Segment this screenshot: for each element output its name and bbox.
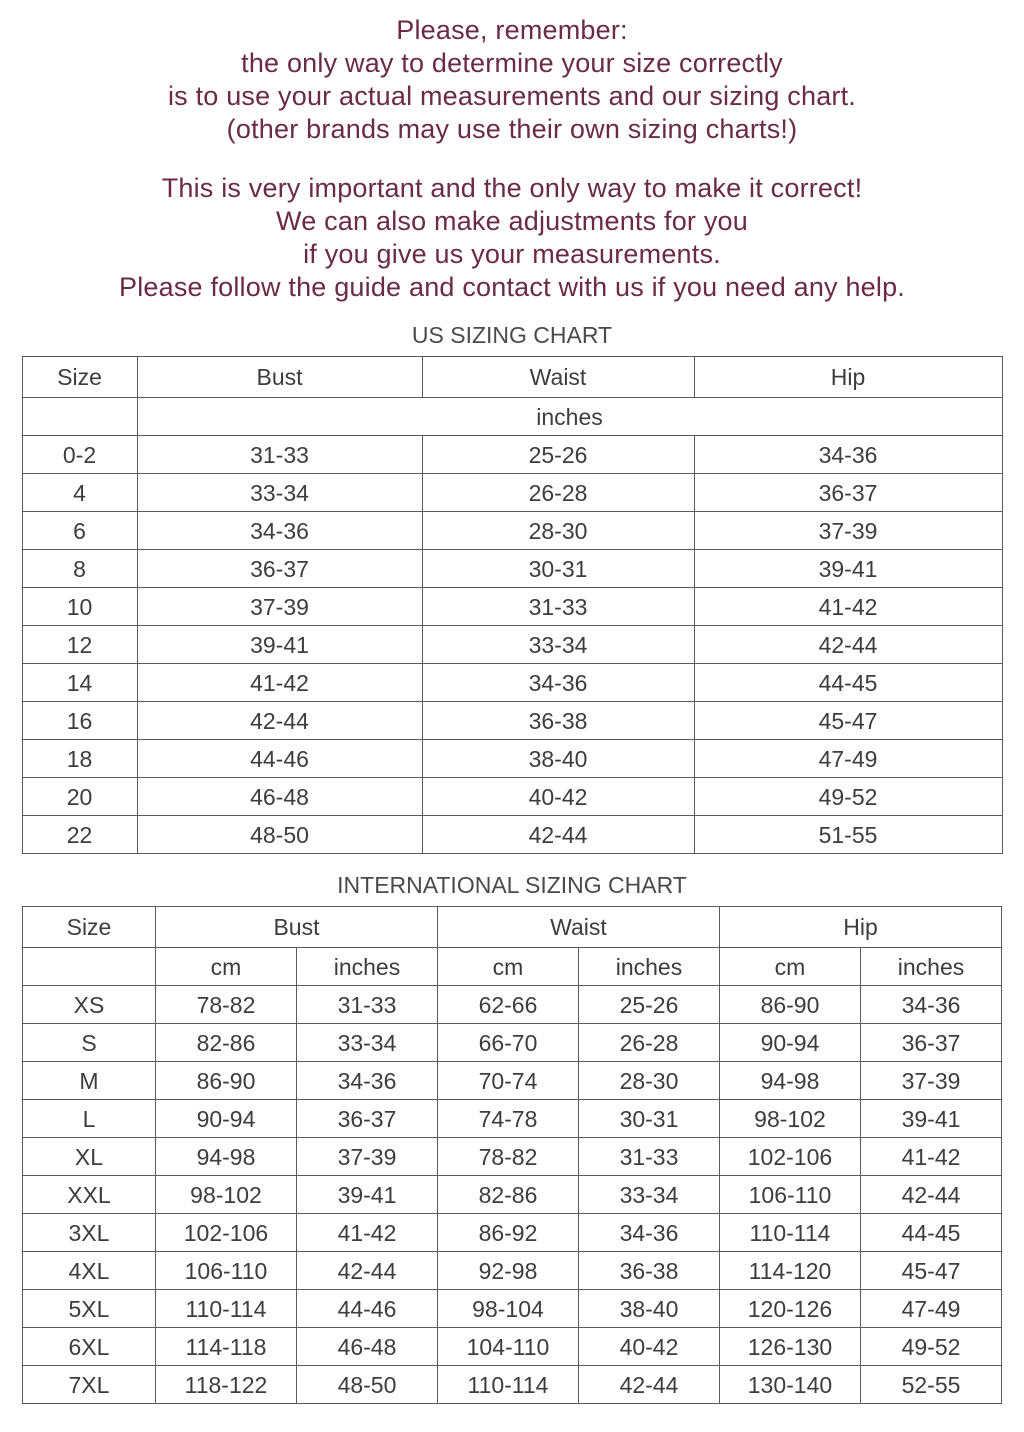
intl-unit-waist-cm: cm xyxy=(437,948,578,986)
intl-cell-waist-in: 31-33 xyxy=(578,1138,719,1176)
intl-cell-bust-cm: 90-94 xyxy=(155,1100,296,1138)
intl-cell-waist-cm: 78-82 xyxy=(437,1138,578,1176)
intl-units-empty xyxy=(22,948,155,986)
intl-cell-waist-cm: 86-92 xyxy=(437,1214,578,1252)
table-row xyxy=(22,778,1002,816)
us-cell-bust: 42-44 xyxy=(137,702,422,740)
us-chart-title: US SIZING CHART xyxy=(411,322,613,348)
us-cell-bust: 33-34 xyxy=(137,474,422,512)
us-cell-size: 18 xyxy=(22,740,137,778)
intl-unit-hip-cm: cm xyxy=(719,948,860,986)
intro-line-2: the only way to determine your size correctly xyxy=(241,48,783,78)
intl-cell-bust-cm: 114-118 xyxy=(155,1328,296,1366)
intl-cell-size: L xyxy=(22,1100,155,1138)
intro-line-4: (other brands may use their own sizing charts!) xyxy=(226,114,798,144)
us-cell-waist: 34-36 xyxy=(422,664,694,702)
intl-cell-bust-in: 34-36 xyxy=(296,1062,437,1100)
intl-cell-bust-cm: 118-122 xyxy=(155,1366,296,1404)
table-row xyxy=(22,474,1002,512)
intl-cell-waist-in: 25-26 xyxy=(578,986,719,1024)
intl-cell-hip-cm: 98-102 xyxy=(719,1100,860,1138)
intl-unit-hip-in: inches xyxy=(860,948,1001,986)
intl-cell-bust-in: 31-33 xyxy=(296,986,437,1024)
intl-cell-hip-cm: 120-126 xyxy=(719,1290,860,1328)
intl-cell-size: 6XL xyxy=(22,1328,155,1366)
us-cell-size: 22 xyxy=(22,816,137,854)
intl-cell-waist-in: 34-36 xyxy=(578,1214,719,1252)
intl-cell-size: XXL xyxy=(22,1176,155,1214)
international-sizing-table xyxy=(22,906,1002,1404)
us-cell-hip: 47-49 xyxy=(694,740,1002,778)
intl-cell-bust-in: 42-44 xyxy=(296,1252,437,1290)
table-row xyxy=(22,550,1002,588)
intl-cell-hip-in: 34-36 xyxy=(860,986,1001,1024)
table-row xyxy=(22,1214,1001,1252)
intl-cell-waist-cm: 110-114 xyxy=(437,1366,578,1404)
us-header-waist: Waist xyxy=(422,357,694,398)
intl-cell-bust-cm: 110-114 xyxy=(155,1290,296,1328)
us-cell-size: 4 xyxy=(22,474,137,512)
intl-unit-bust-cm: cm xyxy=(155,948,296,986)
table-row xyxy=(22,702,1002,740)
us-header-hip: Hip xyxy=(694,357,1002,398)
intl-cell-waist-cm: 92-98 xyxy=(437,1252,578,1290)
intl-units-row xyxy=(22,948,1001,986)
us-cell-hip: 45-47 xyxy=(694,702,1002,740)
us-cell-waist: 26-28 xyxy=(422,474,694,512)
intl-cell-hip-cm: 90-94 xyxy=(719,1024,860,1062)
intl-header-waist: Waist xyxy=(437,907,719,948)
intl-cell-waist-cm: 74-78 xyxy=(437,1100,578,1138)
intl-header-bust: Bust xyxy=(155,907,437,948)
intl-cell-waist-cm: 104-110 xyxy=(437,1328,578,1366)
intl-cell-waist-in: 40-42 xyxy=(578,1328,719,1366)
us-cell-size: 8 xyxy=(22,550,137,588)
intl-cell-bust-in: 41-42 xyxy=(296,1214,437,1252)
us-cell-hip: 49-52 xyxy=(694,778,1002,816)
intl-cell-waist-in: 38-40 xyxy=(578,1290,719,1328)
table-row xyxy=(22,588,1002,626)
us-cell-waist: 40-42 xyxy=(422,778,694,816)
intl-cell-size: M xyxy=(22,1062,155,1100)
us-cell-waist: 25-26 xyxy=(422,436,694,474)
intl-cell-bust-cm: 82-86 xyxy=(155,1024,296,1062)
intl-cell-bust-in: 48-50 xyxy=(296,1366,437,1404)
intl-cell-waist-in: 30-31 xyxy=(578,1100,719,1138)
us-sizing-table xyxy=(22,356,1003,854)
intl-unit-bust-in: inches xyxy=(296,948,437,986)
us-cell-waist: 38-40 xyxy=(422,740,694,778)
intl-cell-size: 4XL xyxy=(22,1252,155,1290)
intl-cell-waist-cm: 62-66 xyxy=(437,986,578,1024)
us-cell-hip: 41-42 xyxy=(694,588,1002,626)
us-cell-waist: 31-33 xyxy=(422,588,694,626)
table-row xyxy=(22,1062,1001,1100)
us-cell-waist: 33-34 xyxy=(422,626,694,664)
table-row xyxy=(22,1024,1001,1062)
intro-line-8: Please follow the guide and contact with us if you need any help. xyxy=(118,272,905,302)
us-cell-bust: 46-48 xyxy=(137,778,422,816)
us-cell-size: 10 xyxy=(22,588,137,626)
intl-cell-waist-cm: 70-74 xyxy=(437,1062,578,1100)
intl-cell-bust-cm: 78-82 xyxy=(155,986,296,1024)
intl-cell-waist-in: 33-34 xyxy=(578,1176,719,1214)
intl-cell-hip-cm: 126-130 xyxy=(719,1328,860,1366)
intl-cell-bust-in: 39-41 xyxy=(296,1176,437,1214)
intl-cell-size: 7XL xyxy=(22,1366,155,1404)
intl-cell-hip-in: 41-42 xyxy=(860,1138,1001,1176)
intro-line-7: if you give us your measurements. xyxy=(303,239,721,269)
us-units-label: inches xyxy=(137,398,1002,436)
table-row xyxy=(22,664,1002,702)
us-cell-waist: 30-31 xyxy=(422,550,694,588)
us-cell-bust: 44-46 xyxy=(137,740,422,778)
intl-cell-bust-cm: 102-106 xyxy=(155,1214,296,1252)
table-row xyxy=(22,740,1002,778)
table-header-row xyxy=(22,907,1001,948)
intl-cell-size: S xyxy=(22,1024,155,1062)
intl-cell-waist-in: 36-38 xyxy=(578,1252,719,1290)
us-cell-size: 0-2 xyxy=(22,436,137,474)
intl-cell-bust-in: 36-37 xyxy=(296,1100,437,1138)
us-cell-hip: 36-37 xyxy=(694,474,1002,512)
us-units-row xyxy=(22,398,1002,436)
us-cell-hip: 39-41 xyxy=(694,550,1002,588)
us-cell-size: 12 xyxy=(22,626,137,664)
intl-cell-bust-cm: 86-90 xyxy=(155,1062,296,1100)
table-row xyxy=(22,1176,1001,1214)
us-cell-bust: 31-33 xyxy=(137,436,422,474)
us-cell-bust: 36-37 xyxy=(137,550,422,588)
intl-cell-hip-in: 42-44 xyxy=(860,1176,1001,1214)
intl-cell-size: 5XL xyxy=(22,1290,155,1328)
intl-cell-hip-cm: 86-90 xyxy=(719,986,860,1024)
intl-chart-title: INTERNATIONAL SIZING CHART xyxy=(337,872,687,898)
intl-cell-bust-in: 46-48 xyxy=(296,1328,437,1366)
intl-header-hip: Hip xyxy=(719,907,1001,948)
us-units-empty xyxy=(22,398,137,436)
us-header-size: Size xyxy=(22,357,137,398)
us-cell-hip: 42-44 xyxy=(694,626,1002,664)
intl-cell-waist-cm: 82-86 xyxy=(437,1176,578,1214)
intl-cell-waist-cm: 66-70 xyxy=(437,1024,578,1062)
intl-cell-hip-cm: 94-98 xyxy=(719,1062,860,1100)
intro-line-5: This is very important and the only way to make it correct! xyxy=(161,173,863,203)
intl-unit-waist-in: inches xyxy=(578,948,719,986)
us-cell-hip: 44-45 xyxy=(694,664,1002,702)
intl-header-size: Size xyxy=(22,907,155,948)
us-cell-bust: 37-39 xyxy=(137,588,422,626)
table-row xyxy=(22,1366,1001,1404)
intl-cell-bust-in: 37-39 xyxy=(296,1138,437,1176)
intl-cell-hip-in: 39-41 xyxy=(860,1100,1001,1138)
intro-text xyxy=(0,0,1024,304)
intl-cell-size: 3XL xyxy=(22,1214,155,1252)
bottom-spacer xyxy=(0,1404,1024,1422)
intro-line-3: is to use your actual measurements and our sizing chart. xyxy=(167,81,857,111)
intl-cell-hip-in: 44-45 xyxy=(860,1214,1001,1252)
intl-cell-bust-cm: 106-110 xyxy=(155,1252,296,1290)
intl-cell-hip-in: 52-55 xyxy=(860,1366,1001,1404)
table-header-row xyxy=(22,357,1002,398)
intl-cell-waist-in: 42-44 xyxy=(578,1366,719,1404)
intl-cell-hip-cm: 102-106 xyxy=(719,1138,860,1176)
intl-cell-waist-in: 26-28 xyxy=(578,1024,719,1062)
intl-cell-hip-in: 45-47 xyxy=(860,1252,1001,1290)
us-cell-bust: 41-42 xyxy=(137,664,422,702)
intl-cell-hip-in: 37-39 xyxy=(860,1062,1001,1100)
table-row xyxy=(22,1328,1001,1366)
us-cell-hip: 37-39 xyxy=(694,512,1002,550)
intl-cell-bust-cm: 98-102 xyxy=(155,1176,296,1214)
intl-cell-bust-in: 33-34 xyxy=(296,1024,437,1062)
intl-cell-waist-in: 28-30 xyxy=(578,1062,719,1100)
table-row xyxy=(22,626,1002,664)
intl-cell-hip-cm: 114-120 xyxy=(719,1252,860,1290)
table-row xyxy=(22,986,1001,1024)
intro-spacer xyxy=(0,146,1024,172)
intl-cell-hip-cm: 110-114 xyxy=(719,1214,860,1252)
intl-cell-waist-cm: 98-104 xyxy=(437,1290,578,1328)
us-cell-bust: 39-41 xyxy=(137,626,422,664)
us-cell-hip: 34-36 xyxy=(694,436,1002,474)
table-row xyxy=(22,512,1002,550)
intl-cell-hip-in: 47-49 xyxy=(860,1290,1001,1328)
us-cell-hip: 51-55 xyxy=(694,816,1002,854)
intl-cell-hip-cm: 130-140 xyxy=(719,1366,860,1404)
intl-cell-hip-in: 49-52 xyxy=(860,1328,1001,1366)
us-cell-waist: 28-30 xyxy=(422,512,694,550)
us-cell-bust: 48-50 xyxy=(137,816,422,854)
intl-cell-bust-cm: 94-98 xyxy=(155,1138,296,1176)
us-cell-bust: 34-36 xyxy=(137,512,422,550)
us-cell-size: 14 xyxy=(22,664,137,702)
table-row xyxy=(22,436,1002,474)
table-row xyxy=(22,1100,1001,1138)
intl-cell-bust-in: 44-46 xyxy=(296,1290,437,1328)
us-header-bust: Bust xyxy=(137,357,422,398)
table-row xyxy=(22,1138,1001,1176)
table-row xyxy=(22,1290,1001,1328)
us-cell-size: 6 xyxy=(22,512,137,550)
intl-cell-hip-cm: 106-110 xyxy=(719,1176,860,1214)
intro-line-6: We can also make adjustments for you xyxy=(276,206,748,236)
us-cell-size: 16 xyxy=(22,702,137,740)
us-cell-waist: 42-44 xyxy=(422,816,694,854)
intro-line-1: Please, remember: xyxy=(396,15,628,45)
us-cell-size: 20 xyxy=(22,778,137,816)
intl-cell-size: XL xyxy=(22,1138,155,1176)
intl-cell-size: XS xyxy=(22,986,155,1024)
table-row xyxy=(22,1252,1001,1290)
table-row xyxy=(22,816,1002,854)
us-cell-waist: 36-38 xyxy=(422,702,694,740)
intl-cell-hip-in: 36-37 xyxy=(860,1024,1001,1062)
